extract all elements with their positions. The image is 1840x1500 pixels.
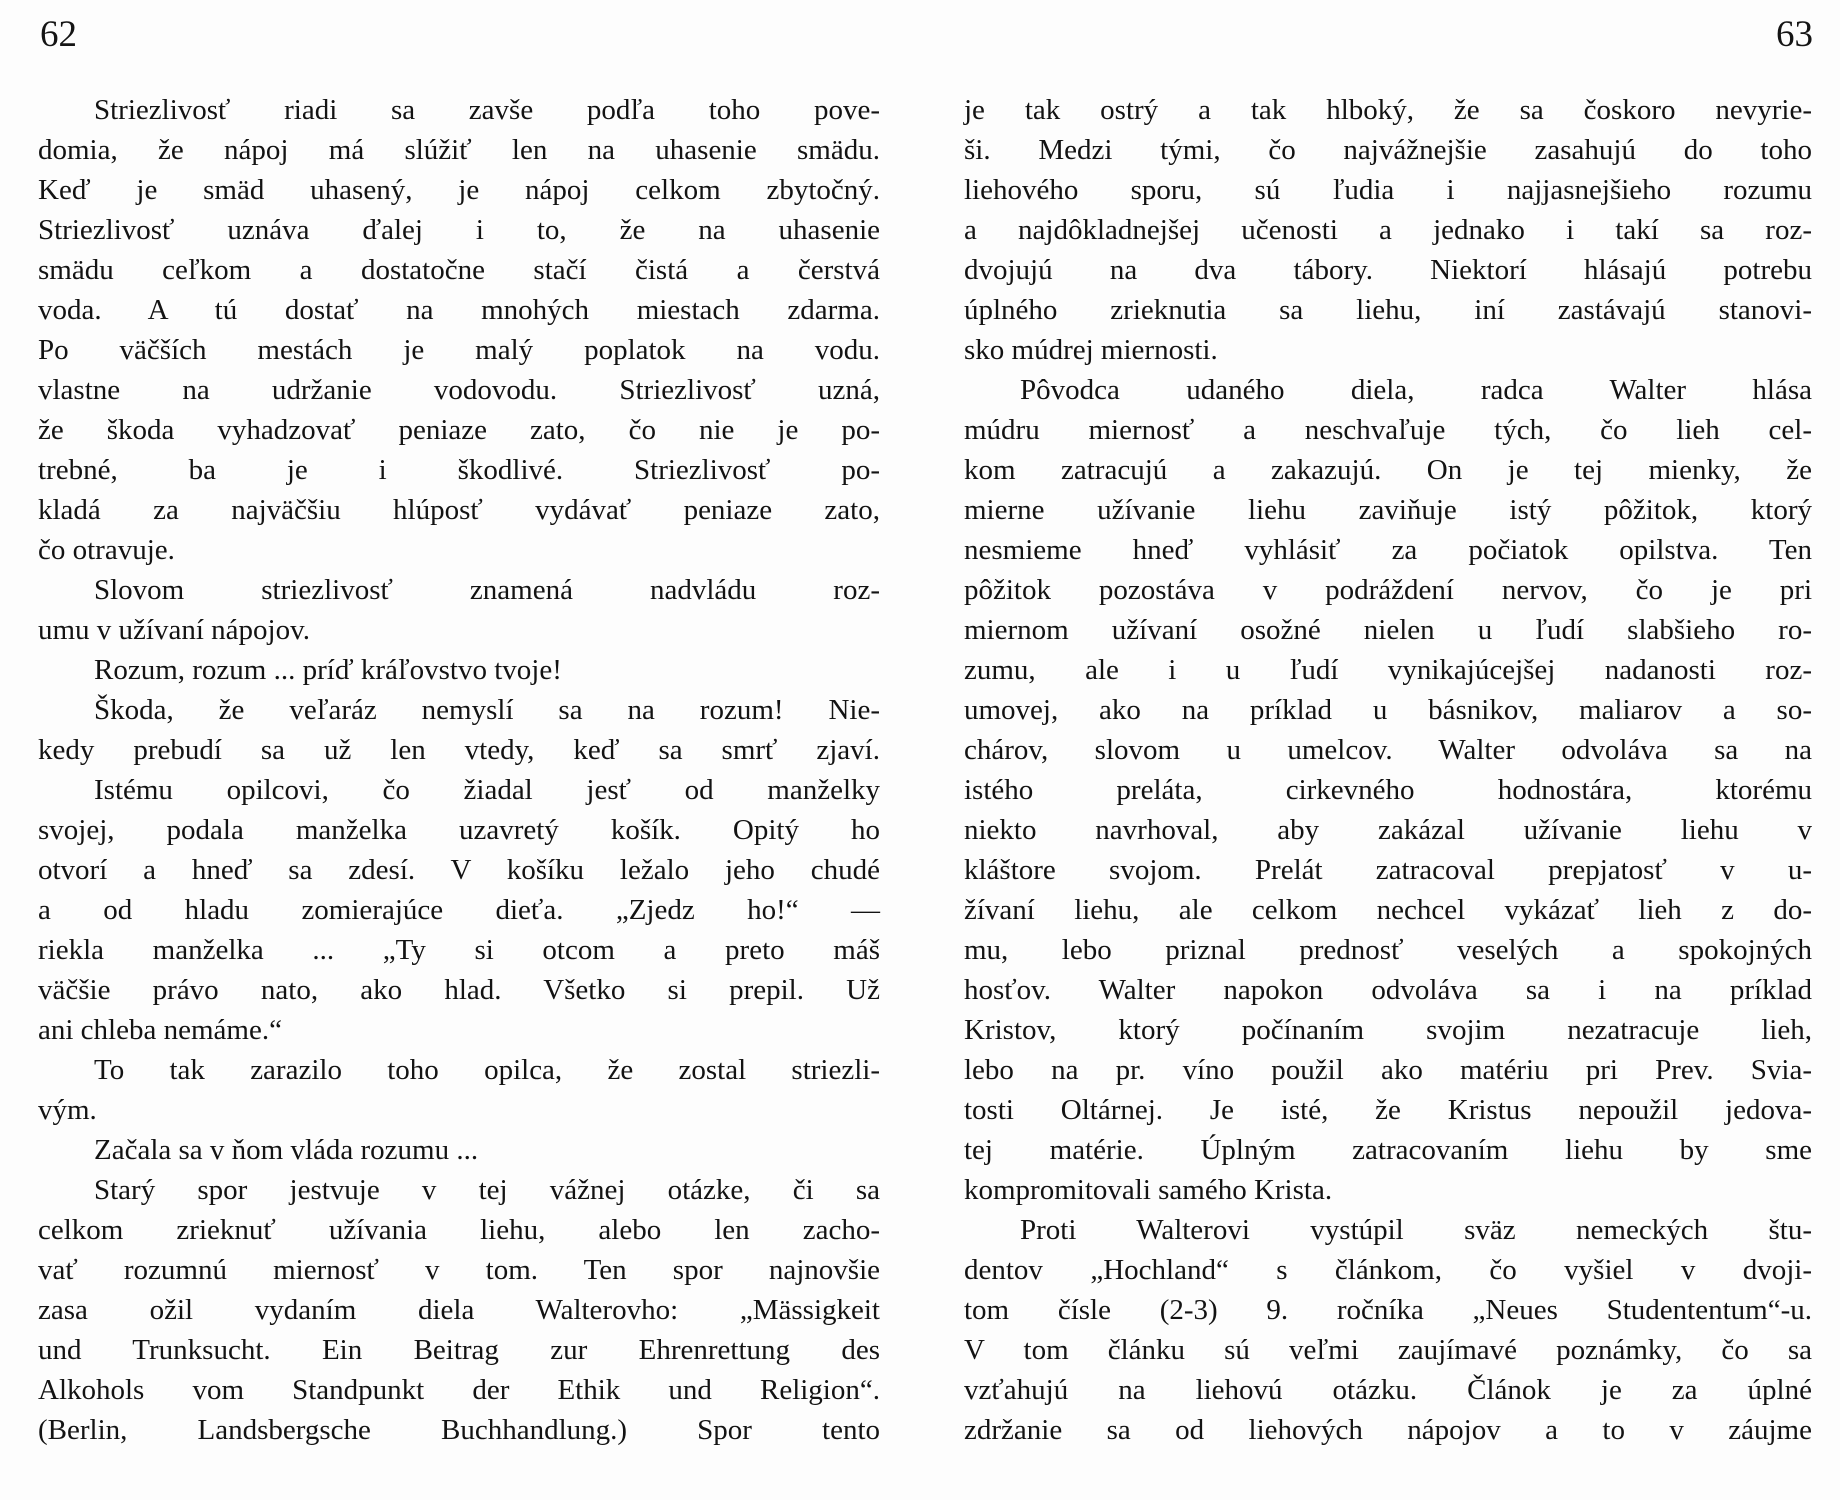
text-line: Starý spor jestvuje v tej vážnej otázke, či sa	[94, 1174, 880, 1206]
text-line: hosťov. Walter napokon odvoláva sa i na príklad	[964, 974, 1812, 1006]
text-line: múdru miernosť a neschvaľuje tých, čo lieh cel-	[964, 414, 1812, 446]
text-line: Alkohols vom Standpunkt der Ethik und Religion“.	[38, 1374, 880, 1406]
text-line: mierne užívanie liehu zaviňuje istý pôžitok, ktorý	[964, 494, 1812, 526]
text-line: dvojujú na dva tábory. Niektorí hlásajú potrebu	[964, 254, 1812, 286]
paragraph	[38, 1130, 880, 1170]
text-line: chárov, slovom u umelcov. Walter odvoláva sa na	[964, 734, 1812, 766]
text-line: trebné, ba je i škodlivé. Striezlivosť po-	[38, 454, 880, 486]
text-line: zumu, ale i u ľudí vynikajúcejšej nadanosti roz-	[964, 654, 1812, 686]
text-line: čo otravuje.	[38, 534, 175, 566]
text-line: mu, lebo priznal prednosť veselých a spokojných	[964, 934, 1812, 966]
text-line: a od hladu zomierajúce dieťa. „Zjedz ho!“ —	[38, 894, 880, 926]
text-line: smädu ceľkom a dostatočne stačí čistá a čerstvá	[38, 254, 880, 286]
text-line: tosti Oltárnej. Je isté, že Kristus nepoužil jedova-	[964, 1094, 1812, 1126]
text-line: kladá za najväčšiu hlúposť vydávať peniaze zato,	[38, 494, 880, 526]
text-line: Škoda, že veľaráz nemyslí sa na rozum! Nie-	[94, 694, 880, 726]
text-line: nesmieme hneď vyhlásiť za počiatok opilstva. Ten	[964, 534, 1812, 566]
text-line: vlastne na udržanie vodovodu. Striezlivosť uzná,	[38, 374, 880, 406]
page-number-right: 63	[1776, 14, 1813, 55]
text-column-right	[964, 90, 1812, 1450]
text-line: Keď je smäd uhasený, je nápoj celkom zbytočný.	[38, 174, 880, 206]
text-line: sko múdrej miernosti.	[964, 334, 1218, 366]
text-line: dentov „Hochland“ s článkom, čo vyšiel v dvoji-	[964, 1254, 1812, 1286]
paragraph	[964, 1210, 1812, 1450]
text-line: vým.	[38, 1094, 97, 1126]
paragraph	[38, 570, 880, 650]
text-line: Istému opilcovi, čo žiadal jesť od manželky	[94, 774, 880, 806]
text-line: väčšie právo nato, ako hlad. Všetko si prepil. Už	[38, 974, 880, 1006]
text-line: voda. A tú dostať na mnohých miestach zdarma.	[38, 294, 880, 326]
text-line: (Berlin, Landsbergsche Buchhandlung.) Spor tento	[38, 1414, 880, 1446]
text-line: Pôvodca udaného diela, radca Walter hlása	[1020, 374, 1812, 406]
text-line: Po väčších mestách je malý poplatok na vodu.	[38, 334, 880, 366]
text-line: riekla manželka ... „Ty si otcom a preto máš	[38, 934, 880, 966]
text-line: und Trunksucht. Ein Beitrag zur Ehrenrettung des	[38, 1334, 880, 1366]
text-line: ši. Medzi tými, čo najvážnejšie zasahujú do toho	[964, 134, 1812, 166]
text-line: istého preláta, cirkevného hodnostára, ktorému	[964, 774, 1812, 806]
text-line: kedy prebudí sa už len vtedy, keď sa smrť zjaví.	[38, 734, 880, 766]
text-line: tom čísle (2-3) 9. ročníka „Neues Studententum“-u.	[964, 1294, 1812, 1326]
paragraph	[38, 650, 880, 690]
text-line: zasa ožil vydaním diela Walterovho: „Mässigkeit	[38, 1294, 880, 1326]
text-line: je tak ostrý a tak hlboký, že sa čoskoro nevyrie-	[964, 94, 1812, 126]
text-line: kláštore svojom. Prelát zatracoval prepjatosť v u-	[964, 854, 1812, 886]
text-line: miernom užívaní osožné nielen u ľudí slabšieho ro-	[964, 614, 1812, 646]
paragraph	[38, 1170, 880, 1450]
text-line: liehového sporu, sú ľudia i najjasnejšieho rozumu	[964, 174, 1812, 206]
text-column-left	[38, 90, 880, 1450]
paragraph	[38, 690, 880, 770]
page-number-left: 62	[40, 14, 77, 55]
text-line: celkom zrieknuť užívania liehu, alebo len zacho-	[38, 1214, 880, 1246]
paragraph	[38, 90, 880, 570]
text-line: Slovom striezlivosť znamená nadvládu roz-	[94, 574, 880, 606]
text-line: To tak zarazilo toho opilca, že zostal striezli-	[94, 1054, 880, 1086]
text-line: Kristov, ktorý počínaním svojim nezatracuje lieh,	[964, 1014, 1812, 1046]
text-line: umovej, ako na príklad u básnikov, maliarov a so-	[964, 694, 1812, 726]
text-line: kompromitovali samého Krista.	[964, 1174, 1333, 1206]
text-line: otvorí a hneď sa zdesí. V košíku ležalo jeho chudé	[38, 854, 880, 886]
paragraph	[38, 1050, 880, 1130]
text-line: že škoda vyhadzovať peniaze zato, čo nie je po-	[38, 414, 880, 446]
paragraph	[964, 90, 1812, 370]
text-line: žívaní liehu, ale celkom nechcel vykázať lieh z do-	[964, 894, 1812, 926]
text-line: vzťahujú na liehovú otázku. Článok je za úplné	[964, 1374, 1812, 1406]
text-line: svojej, podala manželka uzavretý košík. Opitý ho	[38, 814, 880, 846]
paragraph	[38, 770, 880, 1050]
text-line: ani chleba nemáme.“	[38, 1014, 282, 1046]
text-line: zdržanie sa od liehových nápojov a to v záujme	[964, 1414, 1812, 1446]
text-line: V tom článku sú veľmi zaujímavé poznámky, čo sa	[964, 1334, 1812, 1366]
text-line: úplného zrieknutia sa liehu, iní zastávajú stanovi-	[964, 294, 1812, 326]
text-line: Proti Walterovi vystúpil sväz nemeckých štu-	[1020, 1214, 1812, 1246]
text-line: pôžitok pozostáva v podráždení nervov, čo je pri	[964, 574, 1812, 606]
text-line: a najdôkladnejšej učenosti a jednako i takí sa roz-	[964, 214, 1812, 246]
text-line: tej matérie. Úplným zatracovaním liehu by sme	[964, 1134, 1812, 1166]
text-line: domia, že nápoj má slúžiť len na uhasenie smädu.	[38, 134, 880, 166]
text-line: lebo na pr. víno použil ako matériu pri Prev. Svia-	[964, 1054, 1812, 1086]
text-line: niekto navrhoval, aby zakázal užívanie liehu v	[964, 814, 1812, 846]
text-line: umu v užívaní nápojov.	[38, 614, 310, 646]
text-line: Striezlivosť uznáva ďalej i to, že na uhasenie	[38, 214, 880, 246]
text-line: Rozum, rozum ... príď kráľovstvo tvoje!	[94, 654, 562, 686]
page-63	[920, 0, 1840, 1500]
text-line: Striezlivosť riadi sa zavše podľa toho pove-	[94, 94, 880, 126]
text-line: Začala sa v ňom vláda rozumu ...	[94, 1134, 479, 1166]
text-line: vať rozumnú miernosť v tom. Ten spor najnovšie	[38, 1254, 880, 1286]
paragraph	[964, 370, 1812, 1210]
text-line: kom zatracujú a zakazujú. On je tej mienky, že	[964, 454, 1812, 486]
